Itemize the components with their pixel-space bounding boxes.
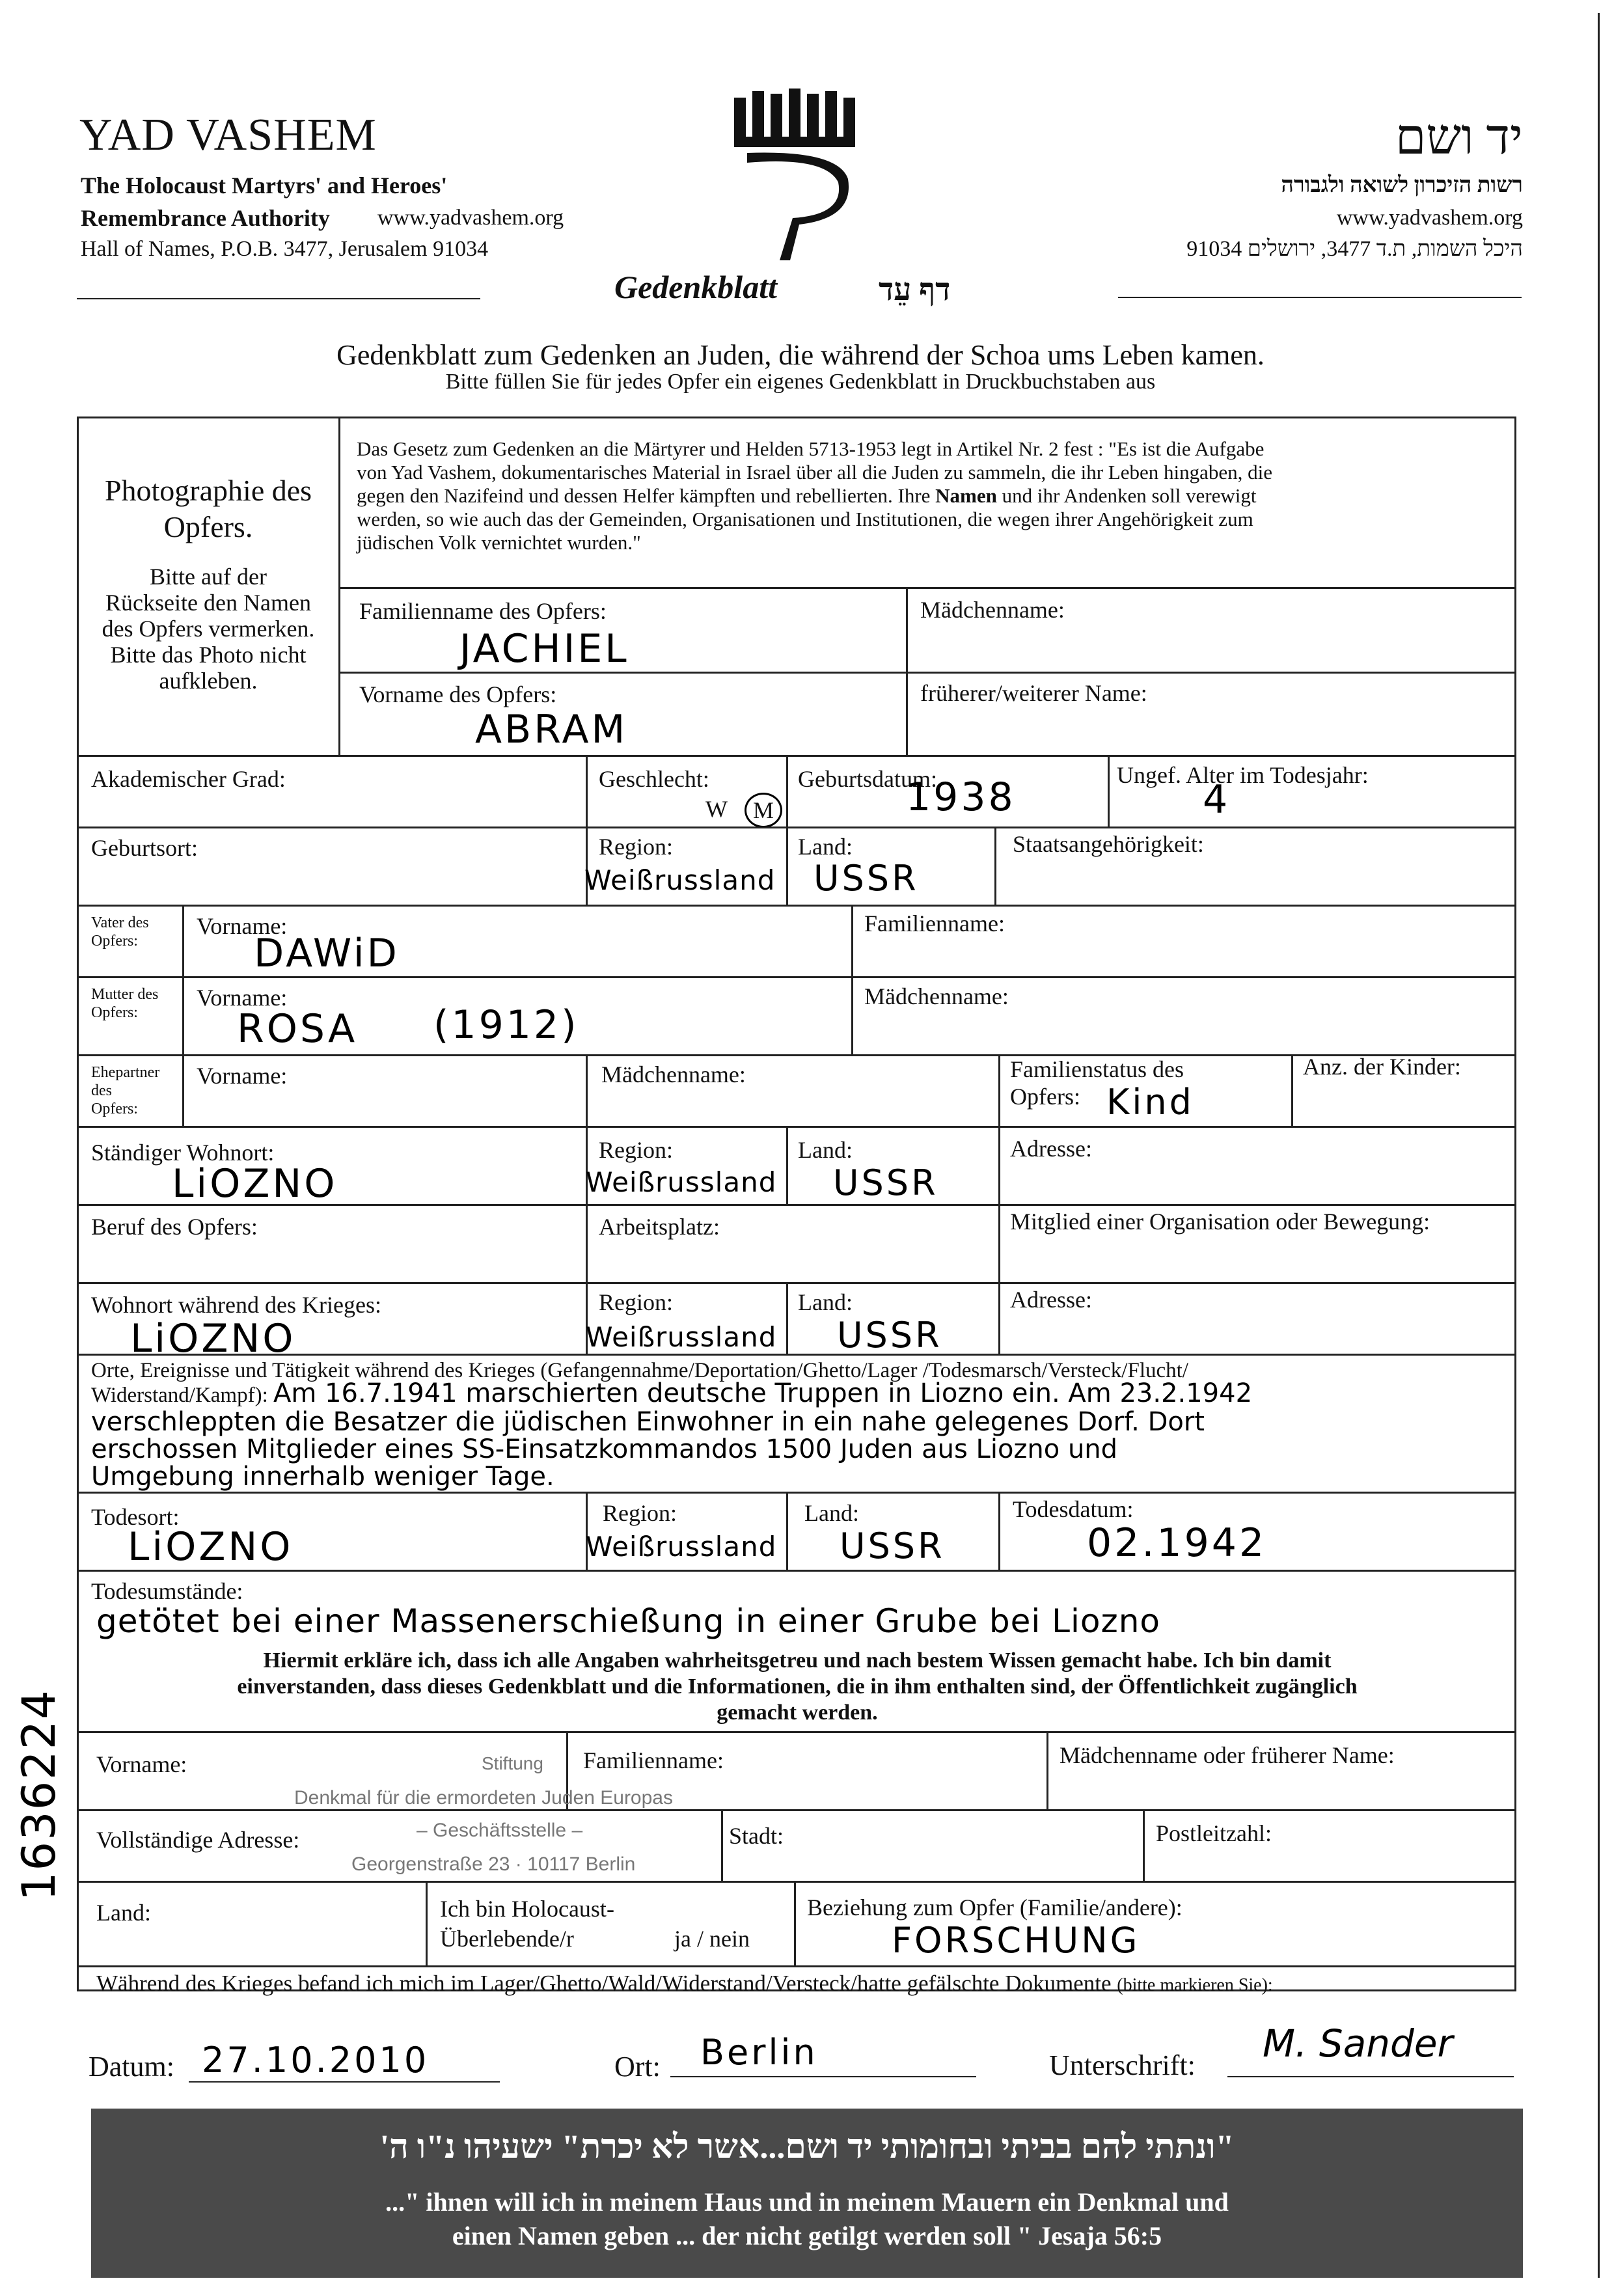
rule-spouse-split3 [1291, 1054, 1293, 1126]
photo-note: Bitte auf der Rückseite den Namen des Opfers vermerken. Bitte das Photo nicht aufkleben. [102, 564, 315, 694]
spouse-maiden-name-label: Mädchenname: [601, 1061, 746, 1087]
submitter-family-name-label: Familienname: [583, 1747, 724, 1773]
rule-birthplace-split2 [786, 827, 788, 905]
residence-country-label: Land: [798, 1137, 853, 1163]
birthplace-label: Geburtsort: [91, 835, 198, 861]
gender-label: Geschlecht: [599, 766, 709, 792]
rule-names-top [338, 587, 1516, 589]
residence-region-label: Region: [599, 1137, 673, 1163]
signature-label: Unterschrift: [1049, 2049, 1196, 2081]
rule-gender-split [786, 755, 788, 827]
rule-row-country [77, 1881, 1516, 1883]
age-value[interactable]: 4 [1203, 777, 1231, 823]
rule-submitter-split2 [1046, 1731, 1048, 1809]
signature-underline [1227, 2076, 1514, 2077]
rule-row-death [77, 1492, 1516, 1494]
yad-vashem-logo [728, 85, 858, 260]
events-text-2[interactable]: verschleppten die Besatzer die jüdischen Einwohner in ein nahe gelegenes Dorf. Dort [91, 1407, 1205, 1437]
date-label: Datum: [89, 2051, 174, 2083]
maiden-name-label: Mädchenname: [920, 597, 1065, 623]
death-region-label: Region: [603, 1500, 677, 1526]
photo-box-divider [338, 417, 340, 755]
stamp-line-4: Georgenstraße 23 · 10117 Berlin [351, 1853, 636, 1875]
birth-date-label: Geburtsdatum: [798, 766, 937, 792]
profession-label: Beruf des Opfers: [91, 1214, 258, 1240]
form-title: Gedenkblatt [614, 269, 777, 305]
citizenship-label: Staatsangehörigkeit: [1013, 831, 1204, 857]
submitter-maiden-name-label: Mädchenname oder früherer Name: [1060, 1742, 1395, 1768]
other-name-label: früherer/weiterer Name: [920, 680, 1147, 706]
rule-address-split2 [1143, 1809, 1145, 1881]
father-first-name-value[interactable]: DAWiD [254, 931, 400, 976]
rule-row-submitter [77, 1731, 1516, 1733]
residence-value[interactable]: LiOZNO [172, 1161, 338, 1207]
org-website: www.yadvashem.org [377, 206, 564, 230]
rule-row-residence [77, 1126, 1516, 1128]
father-first-name-label: Vorname: [197, 913, 288, 939]
rule-row-events [77, 1354, 1516, 1356]
gender-option-w[interactable]: W [705, 796, 728, 822]
photo-title: Photographie des Opfers. [104, 474, 312, 543]
mother-first-name-label: Vorname: [197, 985, 288, 1011]
events-label-1: Orte, Ereignisse und Tätigkeit während des Krieges (Gefangennahme/Deportation/Ghetto/Lager /Todesmarsch/Versteck/Flucht/ [91, 1359, 1188, 1382]
rule-names-mid [338, 672, 1516, 674]
father-row-label: Vater des Opfers: [91, 914, 149, 950]
submitter-address-label: Vollständige Adresse: [96, 1827, 300, 1853]
rule-war-split3 [998, 1282, 1000, 1354]
org-description-1: The Holocaust Martyrs' and Heroes' [81, 172, 448, 198]
form-subtitle: Gedenkblatt zum Gedenken an Juden, die während der Schoa ums Leben kamen. [336, 339, 1265, 371]
form-instruction: Bitte füllen Sie für jedes Opfer ein eigenes Gedenkblatt in Druckbuchstaben aus [445, 370, 1156, 394]
place-label: Ort: [614, 2051, 661, 2083]
submitter-city-label: Stadt: [729, 1823, 784, 1849]
residence-country-value[interactable]: USSR [833, 1162, 938, 1203]
birth-region-value[interactable]: Weißrussland [584, 864, 776, 896]
quote-german-2: einen Namen geben ... der nicht getilgt werden soll " Jesaja 56:5 [452, 2221, 1162, 2250]
residence-address-label: Adresse: [1010, 1136, 1092, 1162]
residence-region-value[interactable]: Weißrussland [586, 1166, 777, 1198]
org-address: Hall of Names, P.O.B. 3477, Jerusalem 91034 [81, 237, 489, 261]
rule-spouse-split2 [998, 1054, 1000, 1126]
place-underline [670, 2076, 976, 2077]
war-residence-value[interactable]: LiOZNO [130, 1316, 296, 1361]
family-name-value[interactable]: JACHIEL [459, 626, 629, 672]
header-rule-right [1118, 297, 1522, 298]
events-text-4[interactable]: Umgebung innerhalb weniger Tage. [91, 1462, 554, 1492]
stamp-line-1: Stiftung [482, 1753, 543, 1773]
submitter-first-name-label: Vorname: [96, 1751, 187, 1777]
rule-father-split2 [851, 905, 853, 1054]
war-country-value[interactable]: USSR [837, 1315, 942, 1356]
death-circumstances-label: Todesumstände: [91, 1578, 243, 1604]
rule-residence-split2 [786, 1126, 788, 1204]
date-underline [189, 2081, 500, 2083]
rule-address-split1 [721, 1809, 723, 1881]
war-country-label: Land: [798, 1289, 853, 1315]
family-status-label: Familienstatus des Opfers: [1010, 1056, 1184, 1110]
submitter-country-label: Land: [96, 1900, 151, 1926]
rule-names-split [906, 587, 908, 755]
death-date-value[interactable]: 02.1942 [1087, 1520, 1267, 1566]
stamp-line-3: – Geschäftsstelle – [417, 1820, 583, 1841]
degree-label: Akademischer Grad: [91, 766, 286, 792]
rule-row-mother [77, 976, 1516, 978]
war-region-value[interactable]: Weißrussland [586, 1321, 777, 1353]
first-name-label: Vorname des Opfers: [359, 681, 557, 707]
workplace-label: Arbeitsplatz: [599, 1214, 720, 1240]
birth-date-value[interactable]: 1938 [906, 774, 1016, 820]
family-status-value[interactable]: Kind [1106, 1082, 1194, 1123]
death-country-label: Land: [804, 1500, 859, 1526]
age-label: Ungef. Alter im Todesjahr: [1117, 762, 1369, 788]
place-value[interactable]: Berlin [700, 2032, 818, 2073]
rule-birth-split [1108, 755, 1110, 827]
rule-death-split3 [998, 1492, 1000, 1570]
relation-value[interactable]: FORSCHUNG [892, 1920, 1140, 1961]
rule-row-profession [77, 1204, 1516, 1206]
death-region-value[interactable]: Weißrussland [586, 1531, 777, 1563]
rule-birthplace-split3 [994, 827, 996, 905]
org-address-hebrew: היכל השמות, ת.ד 3477, ירושלים 91034 [1186, 237, 1523, 261]
spouse-first-name-label: Vorname: [197, 1063, 288, 1089]
org-description-hebrew: רשות הזיכרון לשואה ולגבורה [1281, 173, 1523, 197]
survivor-label: Ich bin Holocaust- Überlebende/r [440, 1896, 614, 1952]
membership-label: Mitglied einer Organisation oder Bewegung: [1010, 1209, 1430, 1235]
quote-banner [91, 2109, 1523, 2278]
death-place-label: Todesort: [91, 1504, 180, 1530]
org-name: YAD VASHEM [79, 110, 377, 160]
mother-first-name-value[interactable]: ROSA [237, 1006, 358, 1052]
submitter-postal-label: Postleitzahl: [1156, 1820, 1272, 1846]
form-title-hebrew: דף עֵד [879, 273, 951, 307]
family-name-label: Familienname des Opfers: [359, 598, 607, 624]
war-status-label: Während des Krieges befand ich mich im Lager/Ghetto/Wald/Widerstand/Versteck/hatte gefälschte Dokumente (bitte markieren Sie): [96, 1971, 1273, 1996]
death-place-value[interactable]: LiOZNO [128, 1524, 294, 1570]
rule-row-war-residence [77, 1282, 1516, 1284]
spouse-row-label: Ehepartner des Opfers: [91, 1064, 160, 1117]
residence-label: Ständiger Wohnort: [91, 1140, 275, 1166]
rule-degree-split [586, 755, 588, 827]
rule-country-split2 [794, 1881, 796, 1965]
survivor-options[interactable]: ja / nein [674, 1926, 750, 1952]
org-website-hebrew: www.yadvashem.org [1336, 206, 1523, 230]
rule-row-circumstances [77, 1570, 1516, 1572]
events-text-1[interactable]: Am 16.7.1941 marschierten deutsche Truppen in Liozno ein. Am 23.2.1942 [273, 1378, 1253, 1408]
org-description-2: Remembrance Authority [81, 205, 330, 231]
gender-option-m[interactable]: M [745, 793, 782, 828]
rule-row-spouse [77, 1054, 1516, 1056]
death-date-label: Todesdatum: [1013, 1496, 1134, 1522]
first-name-value[interactable]: ABRAM [475, 707, 628, 752]
mother-maiden-name-label: Mädchenname: [864, 983, 1009, 1009]
declaration-text: Hiermit erkläre ich, dass ich alle Angaben wahrheitsgetreu und nach bestem Wissen gemacht habe. Ich bin damit einverstanden, dass dieses Gedenkblatt und die Informationen, die in ihm enthalten sind, der Öffentlichkeit zugänglich gemacht werden. [237, 1648, 1358, 1725]
rule-war-split2 [786, 1282, 788, 1354]
law-text: Das Gesetz zum Gedenken an die Märtyrer und Helden 5713-1953 legt in Artikel Nr. 2 fest : "Es ist die Aufgabe von Yad Vashem, dokumentarisches Material in Israel über all die Juden zu sammeln, die ihr Leben hingaben, die gegen den Nazifeind und dessen Helfer kämpften und rebellierten. Ihre Namen und ihr Andenken soll verewigt werden, so wie auch das der Gemeinden, Organisationen und Institutionen, die wegen ihrer Angehörigkeit zum jüdischen Volk vernichtet wurden." [357, 437, 1272, 554]
stamp-line-2: Denkmal für die ermordeten Juden Europas [294, 1787, 673, 1809]
signature-value[interactable]: M. Sander [1263, 2021, 1453, 2066]
war-region-label: Region: [599, 1289, 673, 1315]
mother-row-label: Mutter des Opfers: [91, 986, 159, 1021]
events-label-2: Widerstand/Kampf): [91, 1384, 268, 1407]
rule-spouse-split1 [586, 1054, 588, 1126]
rule-row-father [77, 905, 1516, 907]
birth-region-label: Region: [599, 834, 673, 860]
father-family-name-label: Familienname: [864, 910, 1005, 936]
rule-death-split2 [786, 1492, 788, 1570]
events-text-3[interactable]: erschossen Mitglieder eines SS-Einsatzkommandos 1500 Juden aus Liozno und [91, 1434, 1118, 1464]
quote-german-1: ..." ihnen will ich in meinem Haus und in meinem Mauern ein Denkmal und [385, 2187, 1229, 2217]
rule-father-split1 [182, 905, 184, 1126]
rule-row-birthplace [77, 827, 1516, 828]
header-rule-left [77, 298, 480, 299]
death-circumstances-value[interactable]: getötet bei einer Massenerschießung in einer Grube bei Liozno [96, 1602, 1160, 1640]
war-residence-label: Wohnort während des Krieges: [91, 1292, 381, 1318]
death-country-value[interactable]: USSR [840, 1525, 945, 1566]
relation-label: Beziehung zum Opfer (Familie/andere): [807, 1894, 1183, 1920]
org-name-hebrew: יד ושם [1395, 110, 1523, 165]
menorah-logo-icon [728, 85, 858, 260]
birth-country-label: Land: [798, 834, 853, 860]
war-address-label: Adresse: [1010, 1287, 1092, 1313]
rule-row-degree [77, 755, 1516, 757]
rule-country-split1 [426, 1881, 428, 1965]
birth-country-value[interactable]: USSR [814, 858, 919, 899]
date-value[interactable]: 27.10.2010 [202, 2040, 430, 2081]
mother-birth-year-value[interactable]: (1912) [433, 1002, 579, 1048]
archive-number: 1636224 [12, 1689, 66, 1901]
rule-row-war-status [77, 1965, 1516, 1967]
children-count-label: Anz. der Kinder: [1303, 1054, 1461, 1080]
quote-hebrew: "ונתתי להם בביתי ובחומותי יד ושם...אשר לא יכרת" ישעיהו נ"ו ה' [379, 2129, 1235, 2166]
rule-row-address [77, 1809, 1516, 1811]
